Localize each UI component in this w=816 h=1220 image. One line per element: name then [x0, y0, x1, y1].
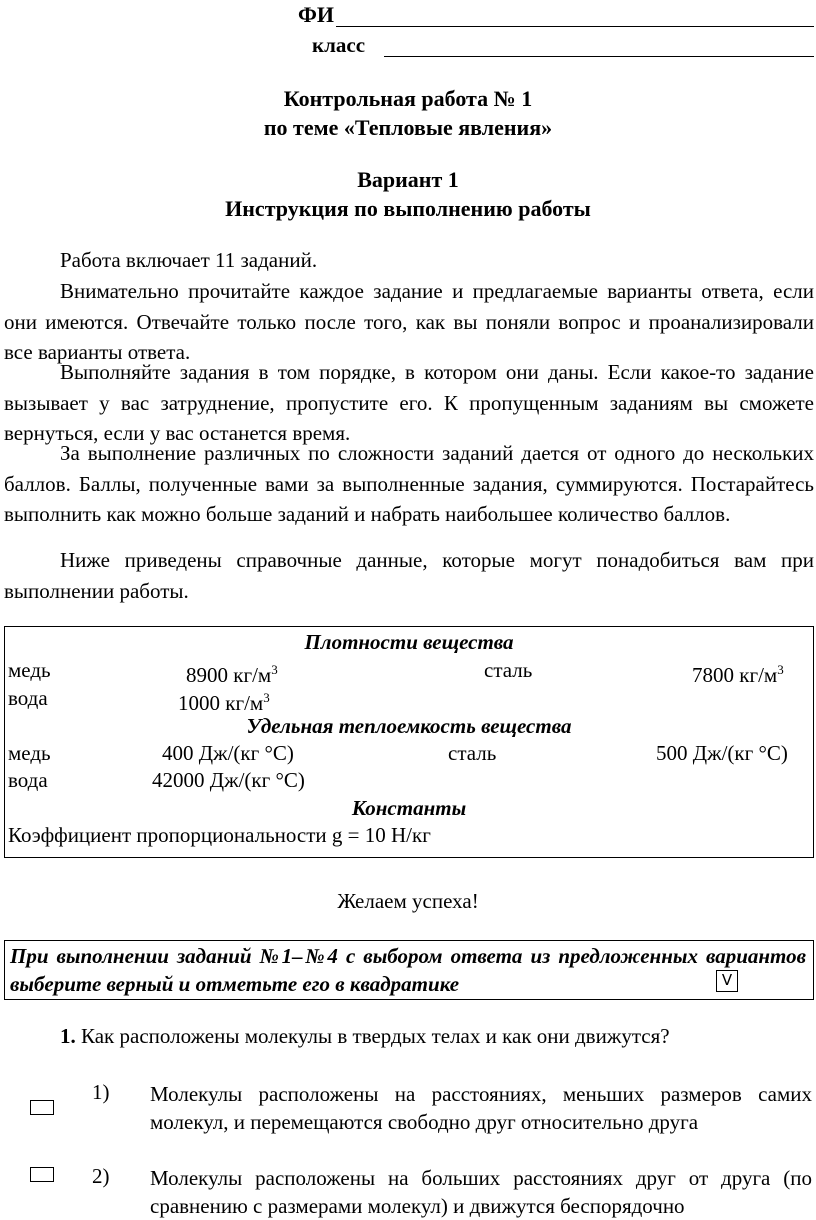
heat-copper-value: 400 Дж/(кг °С): [162, 741, 294, 765]
good-luck-text: Желаем успеха!: [337, 889, 479, 913]
density-water-value: 1000 $кг/м^3$: [178, 690, 270, 715]
instructions-heading: Инструкция по выполнению работы: [225, 196, 591, 221]
class-field-line[interactable]: [384, 56, 814, 57]
class-field-label: класс: [312, 33, 366, 57]
intro-paragraph-2: Внимательно прочитайте каждое задание и предлагаемые варианты ответа, если они имеются. Отвечайте только после того, как вы поняли вопрос и проанализировали все варианты ответа.: [4, 279, 814, 364]
option-text-2: Молекулы расположены на больших расстояниях друг от друга (по сравнению с размерами молекул) и движутся беспорядочно: [150, 1166, 812, 1218]
question-1: [60, 1024, 670, 1049]
test-topic: по теме «Тепловые явления»: [263, 115, 553, 140]
heat-copper-name: медь: [8, 741, 51, 765]
test-title: Контрольная работа № 1: [283, 86, 533, 111]
option-number-1: 1): [92, 1080, 110, 1104]
answer-checkbox-2[interactable]: [30, 1167, 54, 1182]
density-steel-name: сталь: [484, 658, 533, 682]
density-title: Плотности вещества: [304, 630, 514, 654]
density-copper-value: 8900 $кг/м^3$: [186, 662, 278, 687]
question-number: 1.: [60, 1024, 76, 1048]
question-text: Как расположены молекулы в твердых телах и как они движутся?: [81, 1024, 670, 1048]
variant-title: Вариант 1: [357, 167, 459, 192]
name-field-line[interactable]: [336, 26, 814, 27]
intro-paragraph-5: Ниже приведены справочные данные, которые могут понадобиться вам при выполнении работы.: [4, 548, 814, 603]
heat-water-name: вода: [8, 768, 48, 792]
density-copper-name: медь: [8, 658, 51, 682]
option-number-2: 2): [92, 1164, 110, 1188]
heat-capacity-title: Удельная теплоемкость вещества: [246, 714, 572, 738]
density-water-name: вода: [8, 686, 48, 710]
density-steel-value: 7800 $кг/м^3$: [692, 662, 784, 687]
intro-paragraph-3: Выполняйте задания в том порядке, в котором они даны. Если какое-то задание вызывает у вас затруднение, пропустите его. К пропущенным заданиям вы сможете вернуться, если у вас останется время.: [4, 360, 814, 445]
instruction-text: При выполнении заданий №1–№4 с выбором ответа из предложенных вариантов выберите верный и отметьте его в квадратике: [10, 944, 806, 996]
intro-paragraph-4: За выполнение различных по сложности заданий дается от одного до нескольких баллов. Баллы, полученные вами за выполненные задания, суммируются. Постарайтесь выполнить как можно больше заданий и набрать наибольшее количество баллов.: [4, 441, 814, 526]
heat-water-value: 42000 Дж/(кг °С): [152, 768, 305, 792]
constants-title: Константы: [351, 796, 467, 820]
answer-checkbox-1[interactable]: [30, 1100, 54, 1115]
heat-steel-value: 500 Дж/(кг °С): [656, 741, 788, 765]
constant-g: Коэффициент пропорциональности g = 10 Н/кг: [8, 823, 431, 847]
option-text-1: Молекулы расположены на расстояниях, меньших размеров самих молекул, и перемещаются свободно друг относительно друга: [150, 1082, 812, 1134]
checkmark-example-icon: V: [716, 970, 738, 992]
name-field-label: ФИ: [298, 2, 335, 27]
heat-steel-name: сталь: [448, 741, 497, 765]
intro-paragraph-1: Работа включает 11 заданий.: [60, 248, 318, 272]
